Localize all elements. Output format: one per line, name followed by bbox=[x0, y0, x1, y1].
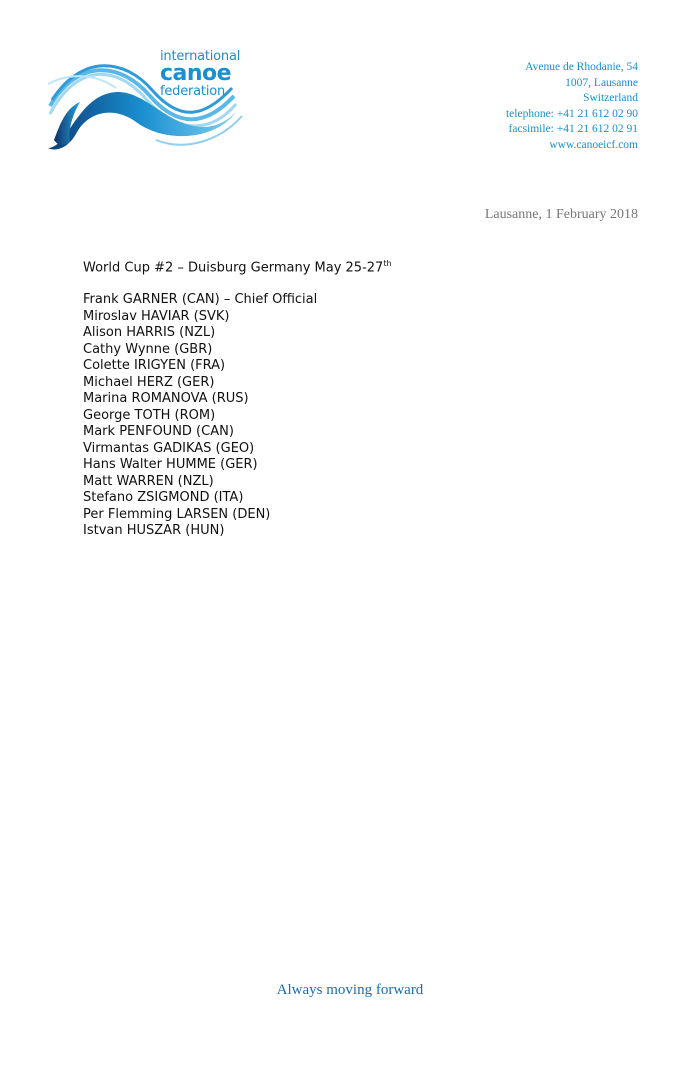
list-item: Miroslav HAVIAR (SVK) bbox=[83, 308, 230, 324]
list-item: Per Flemming LARSEN (DEN) bbox=[83, 506, 271, 522]
address-country: Switzerland bbox=[583, 92, 638, 105]
list-item: Hans Walter HUMME (GER) bbox=[83, 457, 258, 472]
list-item: Mark PENFOUND (CAN) bbox=[83, 424, 234, 439]
list-item: Matt WARREN (NZL) bbox=[83, 473, 214, 489]
address-telephone: telephone: +41 21 612 02 90 bbox=[505, 107, 638, 120]
footer-tagline: Always moving forward bbox=[276, 982, 424, 998]
address-website: www.canoeicf.com bbox=[549, 138, 638, 151]
list-item: George TOTH (ROM) bbox=[83, 407, 216, 423]
event-title-superscript: th bbox=[383, 259, 392, 268]
icf-logo bbox=[46, 44, 246, 156]
event-title-text: World Cup #2 – Duisburg Germany May 25-27 bbox=[83, 260, 384, 276]
logo-wordmark bbox=[160, 50, 240, 98]
list-item: Alison HARRIS (NZL) bbox=[83, 325, 216, 340]
list-item: Marina ROMANOVA (RUS) bbox=[83, 391, 249, 406]
list-item: Frank GARNER (CAN) – Chief Official bbox=[83, 292, 318, 307]
officials-list bbox=[83, 292, 317, 540]
list-item: Virmantas GADIKAS (GEO) bbox=[83, 440, 255, 456]
logo-text-canoe: canoe bbox=[160, 61, 232, 86]
logo-text-international: international bbox=[160, 49, 241, 64]
address-street: Avenue de Rhodanie, 54 bbox=[525, 61, 638, 73]
list-item: Istvan HUSZAR (HUN) bbox=[83, 523, 225, 538]
logo-text-federation: federation bbox=[160, 84, 226, 99]
list-item: Colette IRIGYEN (FRA) bbox=[83, 358, 226, 373]
letter-date: Lausanne, 1 February 2018 bbox=[484, 207, 638, 222]
event-title bbox=[83, 259, 392, 275]
address-facsimile: facsimile: +41 21 612 02 91 bbox=[508, 123, 638, 136]
address-city: 1007, Lausanne bbox=[565, 76, 638, 89]
list-item: Stefano ZSIGMOND (ITA) bbox=[83, 490, 244, 505]
list-item: Cathy Wynne (GBR) bbox=[83, 341, 213, 357]
list-item: Michael HERZ (GER) bbox=[83, 374, 215, 390]
letterhead-address bbox=[506, 60, 638, 154]
